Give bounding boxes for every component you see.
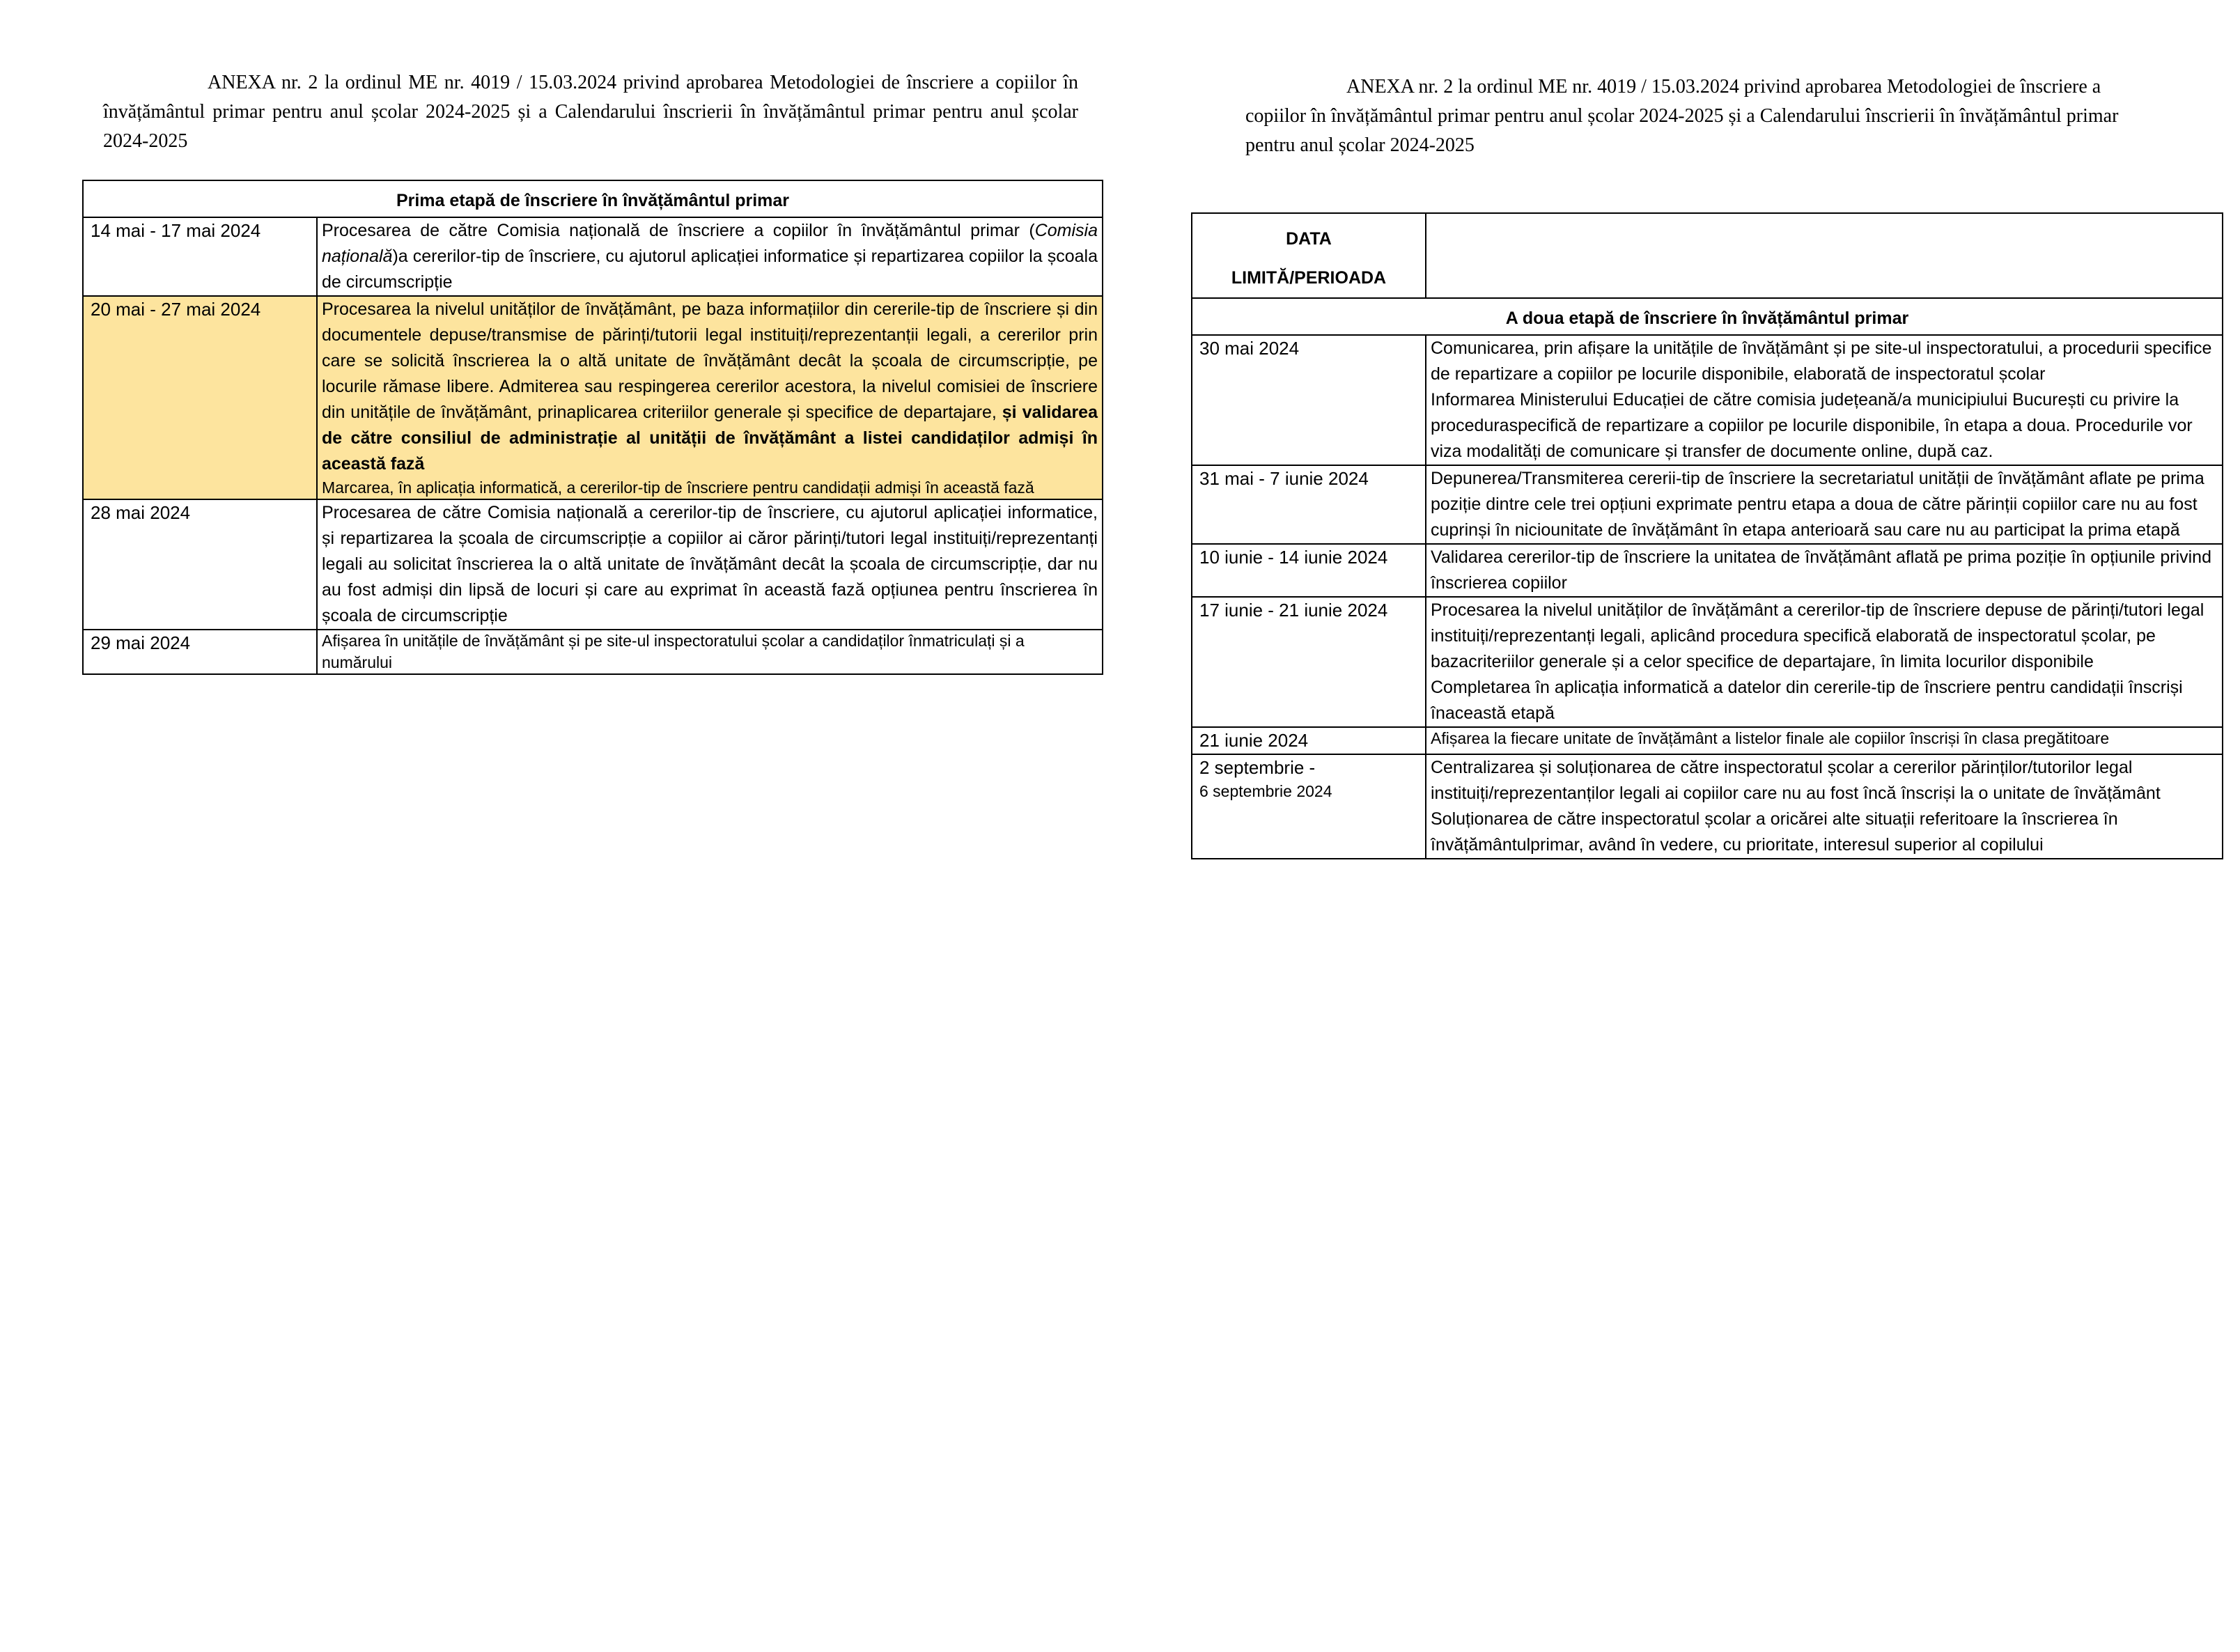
- row-date: 30 mai 2024: [1192, 335, 1426, 465]
- first-stage-schedule-table: [82, 180, 1103, 675]
- row-date: 28 mai 2024: [83, 499, 317, 630]
- row-date: 31 mai - 7 iunie 2024: [1192, 465, 1426, 544]
- table-row: [1192, 727, 2223, 754]
- row-date: 21 iunie 2024: [1192, 727, 1426, 754]
- row-date: 17 iunie - 21 iunie 2024: [1192, 597, 1426, 727]
- table-row-highlighted: [83, 296, 1103, 499]
- table-row: [83, 630, 1103, 674]
- row-date: 29 mai 2024: [83, 630, 317, 674]
- second-stage-schedule-table: [1191, 212, 2223, 859]
- table-title: A doua etapă de înscriere în învățământul primar: [1192, 298, 2223, 335]
- row-activity: Depunerea/Transmiterea cererii-tip de înscriere la secretariatul unității de învățământ aflate pe prima poziție dintre cele trei opțiuni exprimate pentru etapa a doua de către părinții copiilor care nu au fost cuprinși în niciounitate de învățământ în etapa anterioară sau care nu au participat la prima etapă: [1426, 465, 2223, 544]
- row-activity: Procesarea de către Comisia națională a cererilor-tip de înscriere, cu ajutorul aplicației informatice, și repartizarea la școala de circumscripție a copiilor ai căror părinți/tutori legal instituiți/reprezentanți legali au solicitat înscrierea la o altă unitate de învățământ decât la școala de circumscripție, dar nu au fost admiși din lipsă de locuri și care au exprimat în această fază opțiunea pentru înscrierea în școala de circumscripție: [317, 499, 1103, 630]
- table-row: [1192, 465, 2223, 544]
- row-activity: Afișarea la fiecare unitate de învățământ a listelor finale ale copiilor înscriși în clasa pregătitoare: [1426, 727, 2223, 754]
- table-header-row: [1192, 213, 2223, 298]
- row-activity: Procesarea de către Comisia națională de înscriere a copiilor în învățământul primar (Comisia națională)a cererilor-tip de înscriere, cu ajutorul aplicației informatice și repartizarea copiilor la școala de circumscripție: [317, 217, 1103, 296]
- table-title-row: [83, 180, 1103, 217]
- row-activity: Validarea cererilor-tip de înscriere la unitatea de învățământ aflată pe prima poziție în opțiunile privind înscrierea copiilor: [1426, 544, 2223, 597]
- row-date: 2 septembrie - 6 septembrie 2024: [1192, 754, 1426, 859]
- left-annex-header: ANEXA nr. 2 la ordinul ME nr. 4019 / 15.03.2024 privind aprobarea Metodologiei de înscriere a copiilor în învățământul primar pentru anul școlar 2024-2025 și a Calendarului înscrierii în învățământul primar pentru anul școlar 2024-2025: [103, 72, 1078, 152]
- row-date: 20 mai - 27 mai 2024: [83, 296, 317, 499]
- table-title: Prima etapă de înscriere în învățământul primar: [83, 180, 1103, 217]
- right-annex-header: ANEXA nr. 2 la ordinul ME nr. 4019 / 15.03.2024 privind aprobarea Metodologiei de înscriere a copiilor în învățământul primar pentru anul școlar 2024-2025 și a Calendarului înscrierii în învățământul primar pentru anul școlar 2024-2025: [1245, 76, 2119, 156]
- table-row: [83, 499, 1103, 630]
- table-row: [1192, 544, 2223, 597]
- row-activity: Comunicarea, prin afișare la unitățile de învățământ și pe site-ul inspectoratului, a procedurii specifice de repartizare a copiilor pe locurile disponibile, elaborată de inspectoratul școlar Informarea Ministerului Educației de către comisia județeană/a municipiului București cu privire la proceduraspecifică de repartizare a copiilor pe locurile disponibile, în etapa a doua. Procedurile vor viza modalități de comunicare și transfer de documente online, după caz.: [1426, 335, 2223, 465]
- table-row: [1192, 754, 2223, 859]
- row-date: 10 iunie - 14 iunie 2024: [1192, 544, 1426, 597]
- row-activity: Centralizarea și soluționarea de către inspectoratul școlar a cererilor părinților/tutorilor legal instituiți/reprezentanților legali ai copiilor care nu au fost încă înscriși la o unitate de învățământ Soluționarea de către inspectoratul școlar a oricărei alte situații referitoare la înscrierea în învățământulprimar, având în vedere, cu prioritate, interesul superior al copilului: [1426, 754, 2223, 859]
- table-row: [1192, 597, 2223, 727]
- row-activity: Afișarea în unitățile de învățământ și pe site-ul inspectoratului școlar a candidaților înmatriculați și a numărului: [317, 630, 1103, 674]
- row-activity: Procesarea la nivelul unităților de învățământ a cererilor-tip de înscriere depuse de părinți/tutori legal instituiți/reprezentanți legali, aplicând procedura specifică elaborată de inspectoratul școlar, pe bazacriteriilor generale și a celor specifice de departajare, în limita locurilor disponibile Completarea în aplicația informatică a datelor din cererile-tip de înscriere pentru candidații înscriși înaceastă etapă: [1426, 597, 2223, 727]
- table-title-row: [1192, 298, 2223, 335]
- date-column-header: DATA LIMITĂ/PERIOADA: [1192, 213, 1426, 298]
- row-date: 14 mai - 17 mai 2024: [83, 217, 317, 296]
- table-row: [83, 217, 1103, 296]
- empty-header-cell: [1426, 213, 2223, 298]
- table-row: [1192, 335, 2223, 465]
- row-activity: Procesarea la nivelul unităților de învățământ, pe baza informațiilor din cererile-tip de înscriere și din documentele depuse/transmise de părinți/tutorii legal instituiți/reprezentanții legali, a cererilor prin care se solicită înscrierea la o altă unitate de învățământ decât la școala de circumscripție, pe locurile rămase libere. Admiterea sau respingerea cererilor acestora, la nivelul comisiei de înscriere din unitățile de învățământ, prinaplicarea criteriilor generale și specifice de departajare, și validarea de către consiliul de administrație al unității de învățământ a listei candidaților admiși în această fază Marcarea, în aplicația informatică, a cererilor-tip de înscriere pentru candidații admiși în această fază: [317, 296, 1103, 499]
